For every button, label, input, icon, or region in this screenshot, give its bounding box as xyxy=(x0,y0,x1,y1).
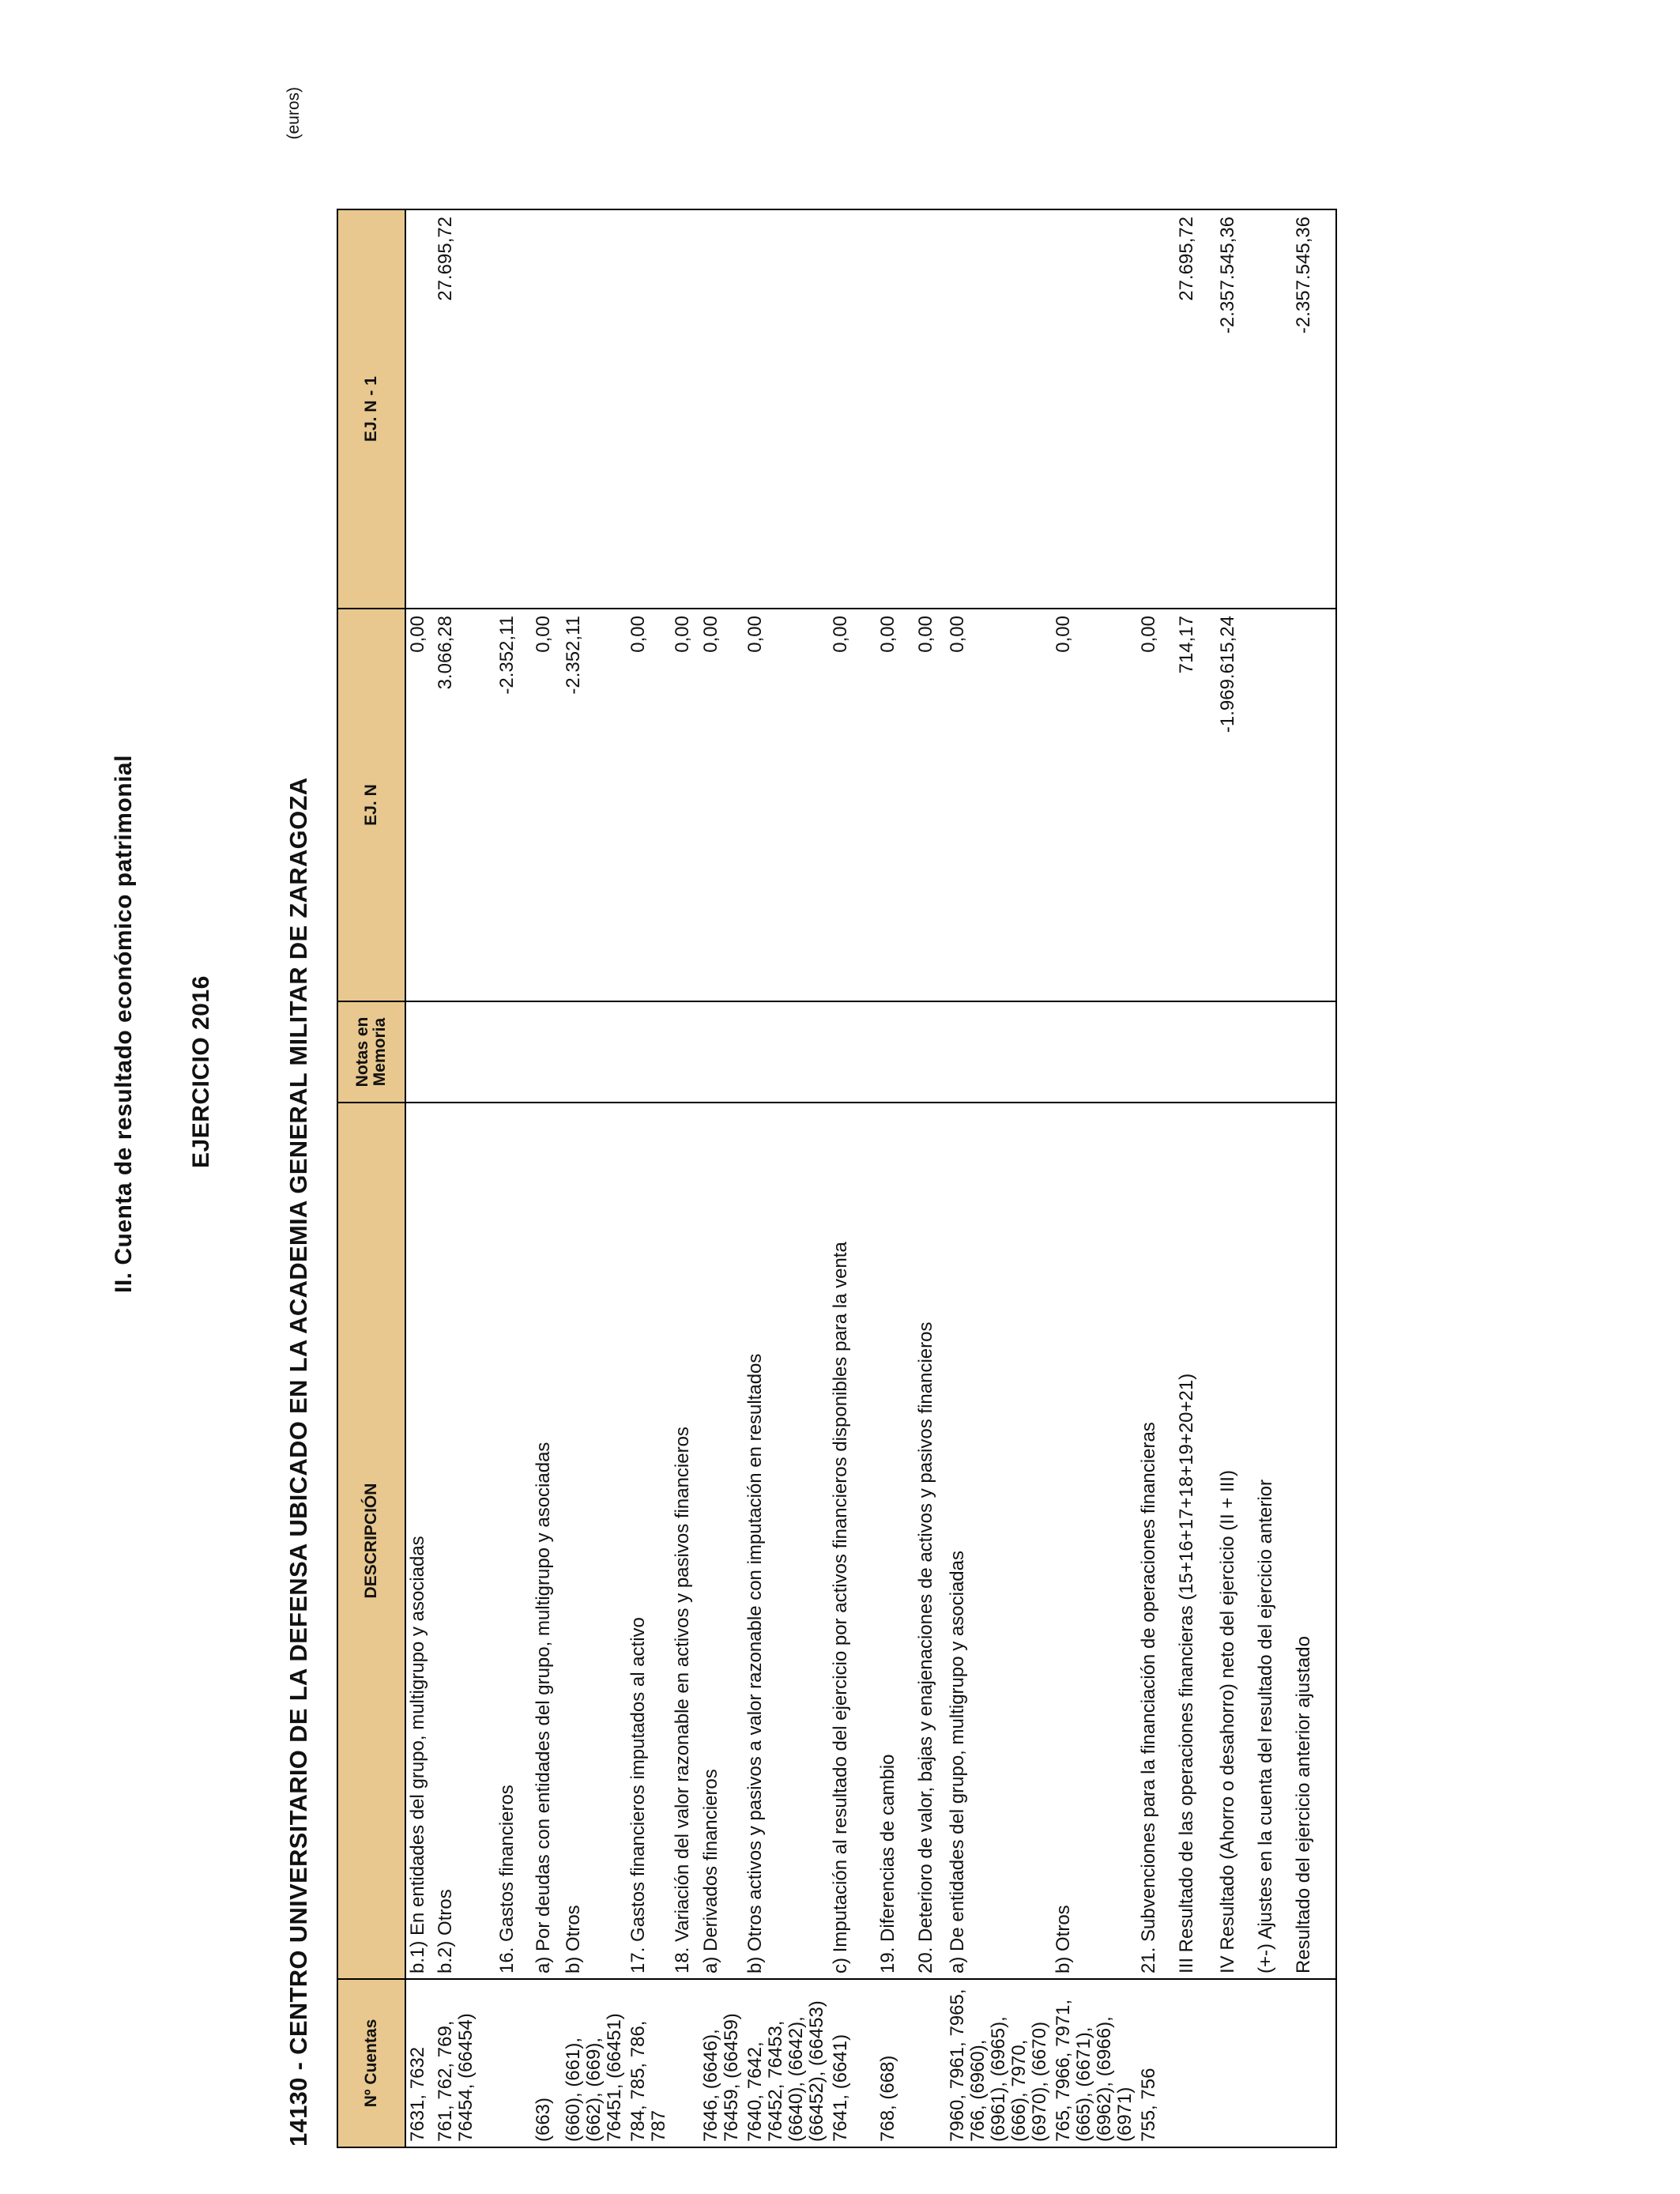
notes-cell xyxy=(627,1001,671,1103)
account-codes-cell: 7631, 7632 xyxy=(405,1979,434,2147)
notes-cell xyxy=(1292,1001,1336,1103)
account-codes-cell xyxy=(1216,1979,1254,2147)
account-codes-cell: 7641, (6641) xyxy=(829,1979,876,2147)
previous-year-value xyxy=(946,209,1052,609)
previous-year-value xyxy=(627,209,671,609)
current-year-value: 0,00 xyxy=(671,609,699,1001)
account-codes-cell: (660), (661), (662), (669), 76451, (66451) xyxy=(562,1979,627,2147)
table-row xyxy=(405,209,434,2147)
previous-year-value: 27.695,72 xyxy=(434,209,495,609)
table-row xyxy=(671,209,699,2147)
current-year-value: 0,00 xyxy=(829,609,876,1001)
notes-cell xyxy=(1137,1001,1175,1103)
account-codes-cell xyxy=(671,1979,699,2147)
account-codes-cell: 7960, 7961, 7965, 766, (6960), (6961), (6965), (666), 7970, (6970), (6670) xyxy=(946,1979,1052,2147)
account-codes-cell xyxy=(1175,1979,1216,2147)
previous-year-value xyxy=(495,209,532,609)
notes-cell xyxy=(699,1001,744,1103)
previous-year-value xyxy=(1137,209,1175,609)
current-year-value: -2.352,11 xyxy=(495,609,532,1001)
notes-cell xyxy=(532,1001,562,1103)
current-year-value: 3.066,28 xyxy=(434,609,495,1001)
previous-year-value: -2.357.545,36 xyxy=(1216,209,1254,609)
table-row xyxy=(1137,209,1175,2147)
units-label: (euros) xyxy=(284,87,303,140)
header-accounts: Nº Cuentas xyxy=(337,1979,405,2147)
account-codes-cell: 7640, 7642, 76452, 76453, (6640), (6642), (66452), (66453) xyxy=(744,1979,829,2147)
account-codes-cell: 761, 762, 769, 76454, (66454) xyxy=(434,1979,495,2147)
notes-cell xyxy=(1254,1001,1292,1103)
description-cell: III Resultado de las operaciones financieras (15+16+17+18+19+20+21) xyxy=(1175,1103,1216,1979)
description-cell: b) Otros xyxy=(1052,1103,1137,1979)
previous-year-value xyxy=(671,209,699,609)
previous-year-value xyxy=(1052,209,1137,609)
account-codes-cell: 765, 7966, 7971, (665), (6671), (6962), (6966), (6971) xyxy=(1052,1979,1137,2147)
table-row xyxy=(699,209,744,2147)
table-header-row xyxy=(337,209,405,2147)
previous-year-value xyxy=(914,209,946,609)
current-year-value: 0,00 xyxy=(946,609,1052,1001)
account-codes-cell xyxy=(914,1979,946,2147)
header-previous-year: EJ. N - 1 xyxy=(337,209,405,609)
report-title: II. Cuenta de resultado económico patrimonial xyxy=(111,755,137,1293)
description-cell: (+-) Ajustes en la cuenta del resultado del ejercicio anterior xyxy=(1254,1103,1292,1979)
notes-cell xyxy=(829,1001,876,1103)
notes-cell xyxy=(946,1001,1052,1103)
notes-cell xyxy=(434,1001,495,1103)
description-cell: 20. Deterioro de valor, bajas y enajenaciones de activos y pasivos financieros xyxy=(914,1103,946,1979)
table-row xyxy=(1052,209,1137,2147)
description-cell: c) Imputación al resultado del ejercicio por activos financieros disponibles para la venta xyxy=(829,1103,876,1979)
table-row xyxy=(1175,209,1216,2147)
current-year-value: -2.352,11 xyxy=(562,609,627,1001)
notes-cell xyxy=(495,1001,532,1103)
table-row xyxy=(876,209,914,2147)
notes-cell xyxy=(671,1001,699,1103)
current-year-value: 0,00 xyxy=(405,609,434,1001)
previous-year-value xyxy=(1254,209,1292,609)
description-cell: 18. Variación del valor razonable en activos y pasivos financieros xyxy=(671,1103,699,1979)
description-cell: b.2) Otros xyxy=(434,1103,495,1979)
income-statement-table xyxy=(337,209,1337,2148)
previous-year-value: -2.357.545,36 xyxy=(1292,209,1336,609)
notes-cell xyxy=(744,1001,829,1103)
table-row xyxy=(532,209,562,2147)
description-cell: Resultado del ejercicio anterior ajustado xyxy=(1292,1103,1336,1979)
description-cell: 17. Gastos financieros imputados al activo xyxy=(627,1103,671,1979)
description-cell: 16. Gastos financieros xyxy=(495,1103,532,1979)
account-codes-cell xyxy=(495,1979,532,2147)
entity-name: 14130 - CENTRO UNIVERSITARIO DE LA DEFENSA UBICADO EN LA ACADEMIA GENERAL MILITAR DE ZARAGOZA xyxy=(284,777,312,2147)
table-row xyxy=(1216,209,1254,2147)
notes-cell xyxy=(1052,1001,1137,1103)
previous-year-value xyxy=(562,209,627,609)
description-cell: b) Otros xyxy=(562,1103,627,1979)
table-row xyxy=(627,209,671,2147)
current-year-value xyxy=(1292,609,1336,1001)
previous-year-value xyxy=(699,209,744,609)
description-cell: a) Derivados financieros xyxy=(699,1103,744,1979)
description-cell: 19. Diferencias de cambio xyxy=(876,1103,914,1979)
current-year-value: -1.969.615,24 xyxy=(1216,609,1254,1001)
table-body xyxy=(405,209,1336,2147)
description-cell: b) Otros activos y pasivos a valor razonable con imputación en resultados xyxy=(744,1103,829,1979)
account-codes-cell xyxy=(1254,1979,1292,2147)
account-codes-cell: 7646, (6646), 76459, (66459) xyxy=(699,1979,744,2147)
table-row xyxy=(562,209,627,2147)
account-codes-cell: (663) xyxy=(532,1979,562,2147)
table-row xyxy=(434,209,495,2147)
current-year-value: 0,00 xyxy=(744,609,829,1001)
previous-year-value xyxy=(744,209,829,609)
notes-cell xyxy=(1175,1001,1216,1103)
table-row xyxy=(829,209,876,2147)
header-description: DESCRIPCIÓN xyxy=(337,1103,405,1979)
account-codes-cell xyxy=(1292,1979,1336,2147)
current-year-value: 0,00 xyxy=(876,609,914,1001)
current-year-value: 0,00 xyxy=(914,609,946,1001)
description-cell: a) Por deudas con entidades del grupo, multigrupo y asociadas xyxy=(532,1103,562,1979)
notes-cell xyxy=(876,1001,914,1103)
header-current-year: EJ. N xyxy=(337,609,405,1001)
previous-year-value xyxy=(829,209,876,609)
table-row xyxy=(744,209,829,2147)
previous-year-value xyxy=(532,209,562,609)
current-year-value: 0,00 xyxy=(1137,609,1175,1001)
current-year-value: 0,00 xyxy=(1052,609,1137,1001)
notes-cell xyxy=(1216,1001,1254,1103)
table-row xyxy=(1292,209,1336,2147)
account-codes-cell: 755, 756 xyxy=(1137,1979,1175,2147)
exercise-title: EJERCICIO 2016 xyxy=(188,975,214,1168)
header-notes: Notas en Memoria xyxy=(337,1001,405,1103)
current-year-value: 0,00 xyxy=(532,609,562,1001)
table-row xyxy=(914,209,946,2147)
table-row xyxy=(946,209,1052,2147)
account-codes-cell: 768, (668) xyxy=(876,1979,914,2147)
description-cell: a) De entidades del grupo, multigrupo y asociadas xyxy=(946,1103,1052,1979)
description-cell: IV Resultado (Ahorro o desahorro) neto del ejercicio (II + III) xyxy=(1216,1103,1254,1979)
table-row xyxy=(495,209,532,2147)
previous-year-value xyxy=(876,209,914,609)
previous-year-value: 27.695,72 xyxy=(1175,209,1216,609)
notes-cell xyxy=(914,1001,946,1103)
description-cell: b.1) En entidades del grupo, multigrupo y asociadas xyxy=(405,1103,434,1979)
notes-cell xyxy=(562,1001,627,1103)
notes-cell xyxy=(405,1001,434,1103)
current-year-value xyxy=(1254,609,1292,1001)
table-row xyxy=(1254,209,1292,2147)
description-cell: 21. Subvenciones para la financiación de operaciones financieras xyxy=(1137,1103,1175,1979)
current-year-value: 714,17 xyxy=(1175,609,1216,1001)
current-year-value: 0,00 xyxy=(627,609,671,1001)
current-year-value: 0,00 xyxy=(699,609,744,1001)
account-codes-cell: 784, 785, 786, 787 xyxy=(627,1979,671,2147)
previous-year-value xyxy=(405,209,434,609)
